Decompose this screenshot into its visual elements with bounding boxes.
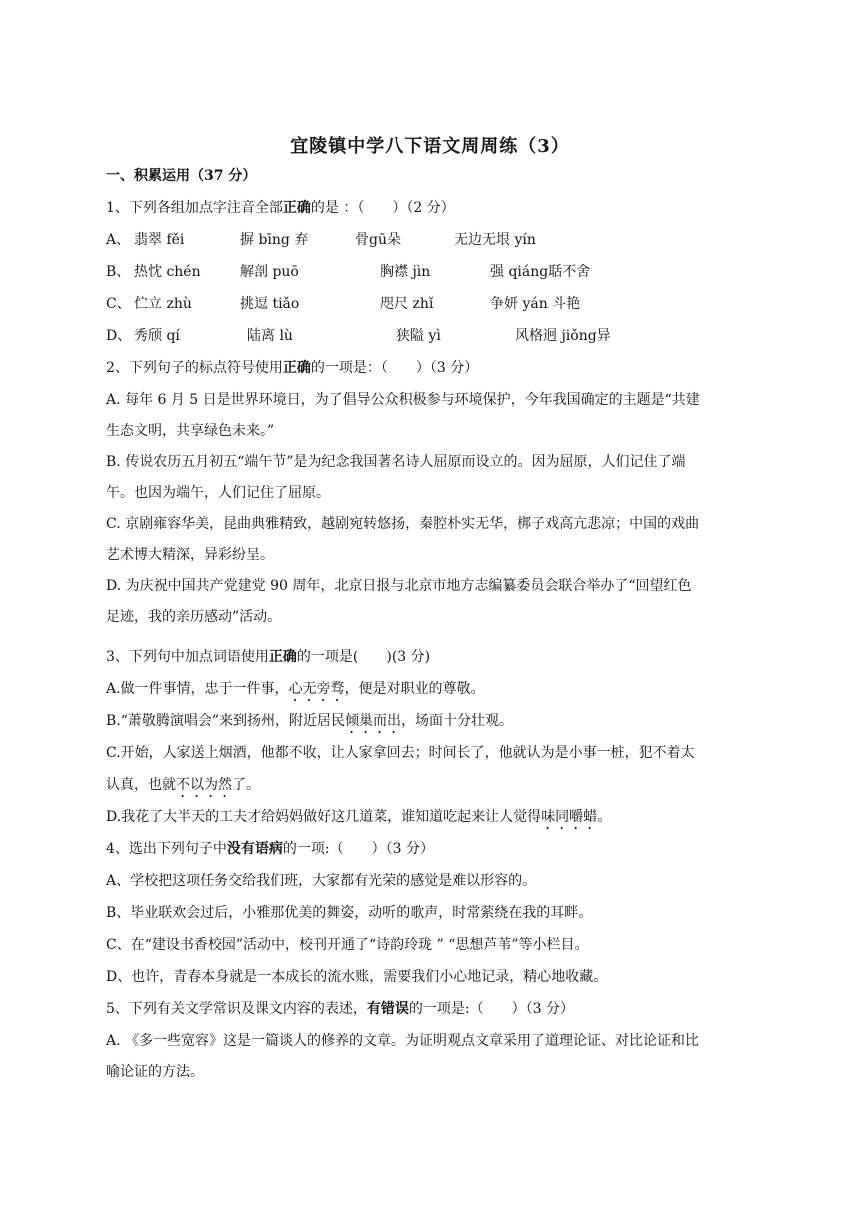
question-2-option-c-line1: C. 京剧雍容华美，昆曲典雅精致，越剧宛转悠扬，秦腔朴实无华，梆子戏高亢悲凉；中国的戏曲 xyxy=(106,516,700,532)
question-4-option-c: C、在“建设书香校园”活动中，校刊开通了“诗韵玲珑 ” “思想芦苇”等小栏目。 xyxy=(106,937,589,953)
dotted-phrase: 心无旁骛 xyxy=(288,681,345,697)
question-2-option-a-line1: A. 每年 6 月 5 日是世界环境日，为了倡导公众积极参与环境保护，今年我国确定的主题是“共建 xyxy=(106,392,700,408)
question-3-emphasis: 正确 xyxy=(268,649,297,665)
question-3-pre: 3、下列句中加点词语使用 xyxy=(106,649,269,665)
question-1-emphasis: 正确 xyxy=(282,200,311,216)
question-2-option-d-line2: 足迹，我的亲历感动”活动。 xyxy=(106,609,282,625)
question-2-emphasis: 正确 xyxy=(282,360,311,376)
question-3-option-c-line1: C.开始，人家送上烟酒，他都不收，让人家拿回去；时间长了，他就认为是小事一桩，犯不着太 xyxy=(106,745,695,761)
question-2-option-c-line2: 艺术博大精深，异彩纷呈。 xyxy=(106,547,274,563)
option-word: 伫立 zhù xyxy=(134,296,192,312)
question-2-post: 的一项是：（ ）（3 分） xyxy=(310,360,479,376)
question-5-option-a-line2: 喻论证的方法。 xyxy=(106,1064,204,1080)
question-3-option-b xyxy=(106,711,513,737)
dotted-phrase: 味同嚼蜡 xyxy=(541,809,598,825)
option-text: A.做一件事情，忠于一件事， xyxy=(106,681,289,697)
option-word: 无边无垠 yín xyxy=(454,232,536,248)
question-3-post: 的一项是( )(3 分) xyxy=(296,649,431,665)
option-word: 强 qiáng聒不舍 xyxy=(490,264,591,280)
question-2-stem xyxy=(106,358,478,378)
question-2-option-b-line2: 午。也因为端午，人们记住了屈原。 xyxy=(106,485,330,501)
option-word: 骨gū朵 xyxy=(355,232,401,248)
question-5-stem xyxy=(106,999,574,1019)
option-text: 认真，也就 xyxy=(106,777,176,793)
question-3-option-c-line2 xyxy=(106,775,260,801)
option-text: B.“萧敬腾演唱会”来到扬州，附近居民 xyxy=(106,713,346,729)
question-2-option-b-line1: B. 传说农历五月初五“端午节”是为纪念我国著名诗人屈原而设立的。因为屈原，人们记住了端 xyxy=(106,454,686,470)
question-2-pre: 2、下列句子的标点符号使用 xyxy=(106,360,283,376)
question-4-option-d: D、也许，青春本身就是一本成长的流水账，需要我们小心地记录，精心地收藏。 xyxy=(106,969,608,985)
option-text: 。 xyxy=(597,809,612,825)
page-title: 宜陵镇中学八下语文周周练（3） xyxy=(290,136,570,157)
dotted-phrase: 倾巢而出 xyxy=(345,713,402,729)
question-4-emphasis: 没有语病 xyxy=(226,841,283,857)
option-text: ，便是对职业的尊敬。 xyxy=(344,681,485,697)
option-word: 热忱 chén xyxy=(134,264,201,280)
question-1-pre: 1、下列各组加点字注音全部 xyxy=(106,200,283,216)
question-2-option-d-line1: D. 为庆祝中国共产党建党 90 周年，北京日报与北京市地方志编纂委员会联合举办了“回望红色 xyxy=(106,578,692,594)
option-text: D.我花了大半天的工夫才给妈妈做好这几道菜，谁知道吃起来让人觉得 xyxy=(106,809,542,825)
question-4-pre: 4、选出下列句子中 xyxy=(106,841,227,857)
question-3-option-a xyxy=(106,679,485,705)
question-4-post: 的一项:（ ）（3 分） xyxy=(282,841,434,857)
dotted-phrase: 不以为然 xyxy=(176,777,232,793)
option-word: 陆离 lù xyxy=(247,328,293,344)
option-label: D、 xyxy=(106,328,132,344)
question-3-option-d xyxy=(106,807,611,833)
question-1-post: 的是 ：（ ）（2 分） xyxy=(310,200,455,216)
question-3-stem xyxy=(106,647,430,667)
question-5-option-a-line1: A. 《多一些宽容》这是一篇谈人的修养的文章。为证明观点文章采用了道理论证、对比论证和比 xyxy=(106,1033,700,1049)
question-4-stem xyxy=(106,839,434,859)
option-word: 咫尺 zhǐ xyxy=(380,296,434,312)
question-5-post: 的一项是:（ ）（3 分） xyxy=(408,1001,574,1017)
option-word: 狭隘 yì xyxy=(396,328,441,344)
option-word: 秀颀 qí xyxy=(134,328,180,344)
option-word: 翡翠 fěi xyxy=(134,232,185,248)
option-label: C、 xyxy=(106,296,131,312)
question-4-option-b: B、毕业联欢会过后，小雅那优美的舞姿，动听的歌声，时常萦绕在我的耳畔。 xyxy=(106,905,593,921)
question-5-emphasis: 有错误 xyxy=(366,1001,409,1017)
option-word: 挑逗 tiǎo xyxy=(240,296,300,312)
question-5-pre: 5、下列有关文学常识及课文内容的表述， xyxy=(106,1001,367,1017)
question-1-stem xyxy=(106,198,455,218)
option-word: 解剖 puō xyxy=(240,264,299,280)
option-label: A、 xyxy=(106,232,131,248)
option-word: 摒 bīng 弃 xyxy=(240,232,309,248)
option-word: 风格迥 jiǒng异 xyxy=(515,328,611,344)
option-word: 争妍 yán 斗艳 xyxy=(490,296,581,312)
option-word: 胸襟 jìn xyxy=(380,264,431,280)
question-2-option-a-line2: 生态文明，共享绿色未来。” xyxy=(106,423,275,439)
section-heading: 一、积累运用（37 分） xyxy=(106,168,257,184)
option-label: B、 xyxy=(106,264,131,280)
option-text: 了。 xyxy=(232,777,260,793)
question-4-option-a: A、学校把这项任务交给我们班，大家都有光荣的感觉是难以形容的。 xyxy=(106,873,537,889)
option-text: ，场面十分壮观。 xyxy=(401,713,514,729)
